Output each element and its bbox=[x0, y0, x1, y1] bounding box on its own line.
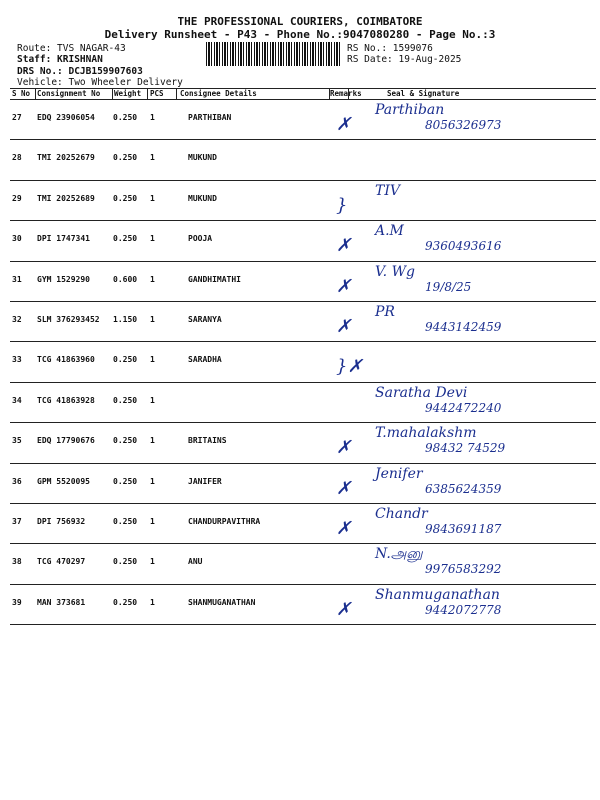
cell-sno: 29 bbox=[12, 193, 22, 203]
cell-pcs: 1 bbox=[150, 234, 155, 244]
row-divider bbox=[10, 422, 596, 423]
header-bottom-rule bbox=[10, 99, 596, 100]
row-divider bbox=[10, 261, 596, 262]
cell-weight: 0.250 bbox=[113, 153, 138, 163]
runsheet-subtitle: Delivery Runsheet - P43 - Phone No.:9047080280 - Page No.:3 bbox=[104, 28, 496, 41]
row-divider bbox=[10, 382, 596, 383]
header-divider bbox=[35, 88, 36, 99]
signature: Shanmuganathan bbox=[375, 586, 500, 603]
cell-consignment: DPI 1747341 bbox=[37, 234, 90, 244]
signature: Parthiban bbox=[375, 102, 445, 118]
cell-pcs: 1 bbox=[150, 436, 155, 446]
row-divider bbox=[10, 341, 596, 342]
remark-mark: ✗ bbox=[336, 598, 352, 620]
row-divider bbox=[10, 584, 596, 585]
row-divider bbox=[10, 543, 596, 544]
col-header-pcs: PCS bbox=[150, 89, 164, 98]
cell-consignee: SARADHA bbox=[188, 355, 222, 365]
cell-pcs: 1 bbox=[150, 395, 155, 405]
barcode bbox=[206, 42, 342, 66]
signature-phone: 9442472240 bbox=[425, 400, 502, 415]
signature-phone: 9443142459 bbox=[425, 320, 502, 334]
signature-phone: 6385624359 bbox=[425, 481, 502, 496]
cell-pcs: 1 bbox=[150, 476, 155, 486]
cell-sno: 38 bbox=[12, 557, 22, 567]
cell-pcs: 1 bbox=[150, 557, 155, 567]
cell-sno: 28 bbox=[12, 153, 22, 163]
cell-sno: 27 bbox=[12, 113, 22, 122]
cell-pcs: 1 bbox=[150, 315, 155, 324]
cell-consignment: GPM 5520095 bbox=[37, 476, 90, 486]
cell-weight: 0.250 bbox=[113, 193, 138, 203]
cell-consignment: TMI 20252689 bbox=[37, 193, 95, 203]
remark-mark: ✗ bbox=[336, 477, 352, 499]
cell-weight: 0.250 bbox=[113, 597, 138, 607]
cell-consignee: PARTHIBAN bbox=[188, 113, 232, 122]
row-divider bbox=[10, 503, 596, 504]
cell-consignment: TCG 41863960 bbox=[37, 355, 95, 365]
cell-consignment: TCG 41863928 bbox=[37, 395, 95, 405]
cell-weight: 1.150 bbox=[113, 315, 138, 324]
cell-consignee: POOJA bbox=[188, 234, 213, 244]
cell-sno: 39 bbox=[12, 597, 22, 607]
row-divider bbox=[10, 180, 596, 181]
cell-weight: 0.250 bbox=[113, 113, 138, 122]
cell-consignment: TCG 470297 bbox=[37, 557, 86, 567]
cell-pcs: 1 bbox=[150, 153, 155, 163]
signature: T.mahalakshm bbox=[375, 425, 477, 442]
remark-mark: } bbox=[336, 194, 348, 216]
cell-consignee: JANIFER bbox=[188, 476, 222, 486]
header-divider bbox=[112, 88, 113, 99]
cell-sno: 35 bbox=[12, 436, 22, 446]
cell-consignment: EDQ 23906054 bbox=[37, 113, 95, 122]
cell-weight: 0.250 bbox=[113, 355, 138, 365]
signature: V. Wg bbox=[375, 263, 415, 280]
cell-weight: 0.250 bbox=[113, 476, 138, 486]
signature-phone: 9843691187 bbox=[425, 522, 502, 536]
cell-pcs: 1 bbox=[150, 517, 155, 526]
cell-consignee: ANU bbox=[188, 557, 203, 567]
rs-date-label: RS Date: 19-Aug-2025 bbox=[347, 54, 462, 65]
cell-weight: 0.250 bbox=[113, 517, 138, 526]
cell-sno: 34 bbox=[12, 395, 22, 405]
cell-sno: 32 bbox=[12, 315, 22, 324]
cell-sno: 31 bbox=[12, 274, 22, 284]
cell-weight: 0.250 bbox=[113, 436, 138, 446]
signature: PR bbox=[375, 304, 395, 320]
cell-consignment: MAN 373681 bbox=[37, 597, 86, 607]
cell-consignment: DPI 756932 bbox=[37, 517, 86, 526]
signature: N.அனு bbox=[375, 546, 423, 563]
cell-consignee: MUKUND bbox=[188, 153, 217, 163]
cell-consignee: MUKUND bbox=[188, 193, 217, 203]
cell-sno: 37 bbox=[12, 517, 22, 526]
cell-sno: 33 bbox=[12, 355, 22, 365]
col-header-weight: Weight bbox=[114, 89, 142, 98]
remark-mark: ✗ bbox=[336, 437, 352, 459]
cell-sno: 36 bbox=[12, 476, 22, 486]
row-divider bbox=[10, 624, 596, 625]
remark-mark: ✗ bbox=[336, 316, 352, 337]
cell-pcs: 1 bbox=[150, 597, 155, 607]
col-header-consignment: Consignment No bbox=[37, 89, 101, 98]
cell-pcs: 1 bbox=[150, 193, 155, 203]
cell-pcs: 1 bbox=[150, 355, 155, 365]
remark-mark: ✗ bbox=[336, 235, 352, 257]
cell-weight: 0.600 bbox=[113, 274, 138, 284]
signature: Saratha Devi bbox=[375, 384, 468, 401]
signature: A.M bbox=[375, 223, 404, 240]
cell-consignee: BRITAINS bbox=[188, 436, 227, 446]
col-header-consignee: Consignee Details bbox=[180, 89, 257, 98]
remark-mark: }✗ bbox=[336, 356, 363, 378]
remark-mark: ✗ bbox=[336, 275, 352, 297]
cell-pcs: 1 bbox=[150, 113, 155, 122]
header-divider bbox=[147, 88, 148, 99]
row-divider bbox=[10, 463, 596, 464]
staff-label: Staff: KRISHNAN bbox=[17, 54, 103, 65]
signature: Jenifer bbox=[375, 465, 423, 482]
signature-phone: 8056326973 bbox=[425, 118, 502, 132]
remark-mark: ✗ bbox=[336, 114, 352, 135]
cell-consignee: SARANYA bbox=[188, 315, 222, 324]
cell-consignment: SLM 376293452 bbox=[37, 315, 100, 324]
row-divider bbox=[10, 220, 596, 221]
signature: Chandr bbox=[375, 506, 428, 522]
cell-sno: 30 bbox=[12, 234, 22, 244]
cell-consignee: CHANDURPAVITHRA bbox=[188, 517, 261, 526]
cell-weight: 0.250 bbox=[113, 395, 138, 405]
signature: TIV bbox=[375, 182, 400, 199]
vehicle-label: Vehicle: Two Wheeler Delivery bbox=[17, 77, 183, 88]
cell-consignment: TMI 20252679 bbox=[37, 153, 95, 163]
header-divider bbox=[176, 88, 177, 99]
cell-pcs: 1 bbox=[150, 274, 155, 284]
cell-weight: 0.250 bbox=[113, 234, 138, 244]
drs-label: DRS No.: DCJB159907603 bbox=[17, 66, 143, 77]
cell-consignment: GYM 1529290 bbox=[37, 274, 90, 284]
col-header-remarks: Remarks bbox=[330, 89, 362, 98]
signature-phone: 9442072778 bbox=[425, 602, 502, 617]
row-divider bbox=[10, 139, 596, 140]
col-header-seal: Seal & Signature bbox=[387, 89, 460, 98]
cell-consignee: GANDHIMATHI bbox=[188, 274, 241, 284]
company-title: THE PROFESSIONAL COURIERS, COIMBATORE bbox=[177, 15, 423, 28]
route-label: Route: TVS NAGAR-43 bbox=[17, 43, 126, 54]
cell-weight: 0.250 bbox=[113, 557, 138, 567]
signature-phone: 19/8/25 bbox=[425, 279, 472, 294]
row-divider bbox=[10, 301, 596, 302]
remark-mark: ✗ bbox=[336, 518, 352, 539]
cell-consignment: EDQ 17790676 bbox=[37, 436, 95, 446]
cell-consignee: SHANMUGANATHAN bbox=[188, 597, 256, 607]
rs-no-label: RS No.: 1599076 bbox=[347, 43, 433, 54]
signature-phone: 9360493616 bbox=[425, 239, 502, 254]
signature-phone: 98432 74529 bbox=[425, 441, 506, 456]
signature-phone: 9976583292 bbox=[425, 562, 502, 577]
col-header-sno: S No bbox=[12, 89, 31, 98]
